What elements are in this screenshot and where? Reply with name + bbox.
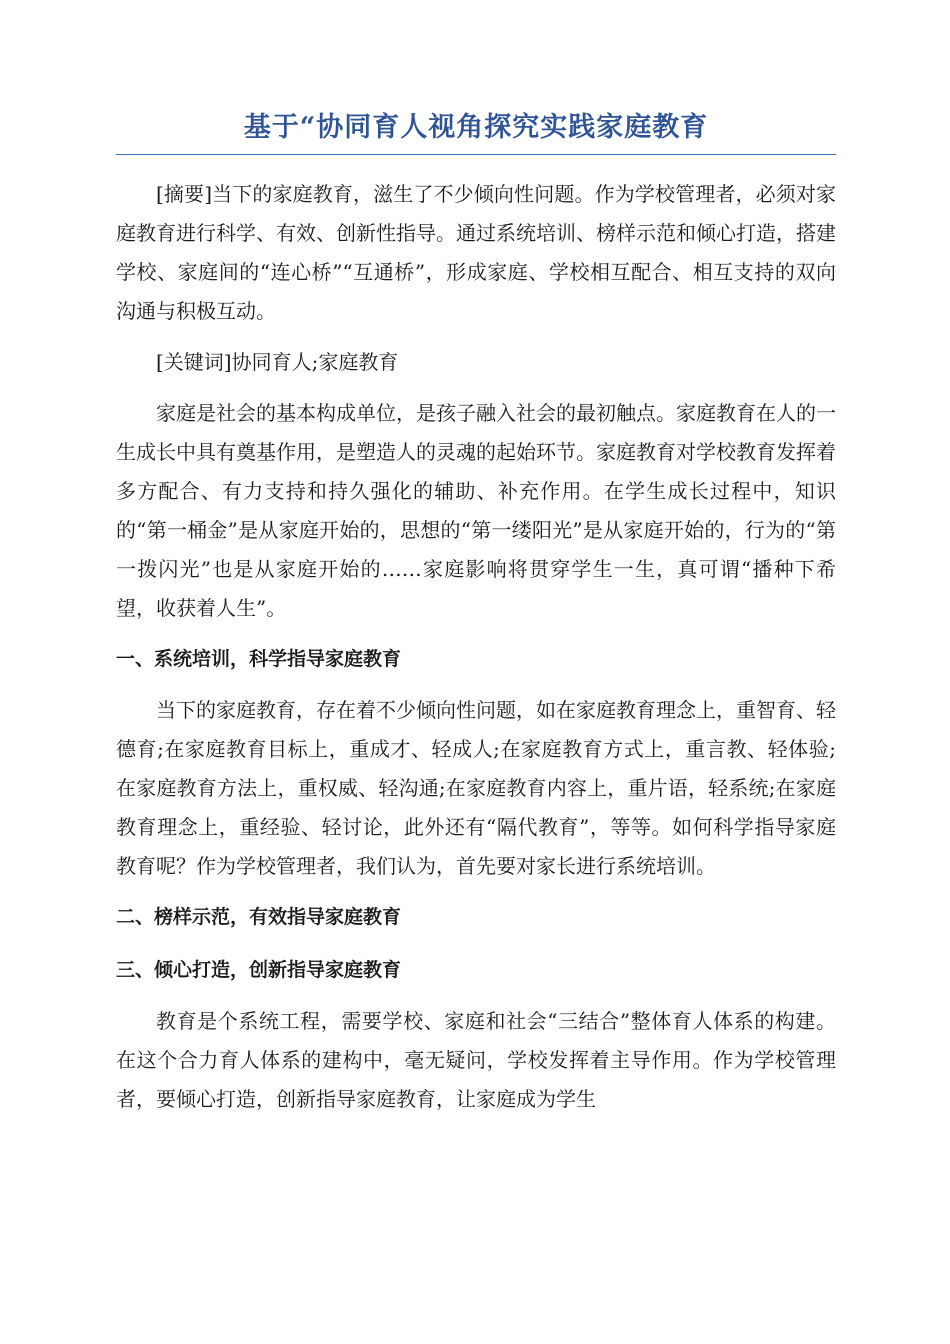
section-1-heading: 一、系统培训，科学指导家庭教育 — [116, 648, 402, 670]
section-1-body: 当下的家庭教育，存在着不少倾向性问题，如在家庭教育理念上，重智育、轻德育;在家庭教育目标上，重成才、轻成人;在家庭教育方式上，重言教、轻体验;在家庭教育方法上，重权威、轻沟通;在家庭教育内容上，重片语，轻系统;在家庭教育理念上，重经验、轻讨论，此外还有“隔代教育”，等等。如何科学指导家庭教育呢？作为学校管理者，我们认为，首先要对家长进行系统培训。 — [116, 698, 836, 878]
intro-paragraph: 家庭是社会的基本构成单位，是孩子融入社会的最初触点。家庭教育在人的一生成长中具有奠基作用，是塑造人的灵魂的起始环节。家庭教育对学校教育发挥着多方配合、有力支持和持久强化的辅助、补充作用。在学生成长过程中，知识的“第一桶金”是从家庭开始的，思想的“第一缕阳光”是从家庭开始的，行为的“第一拨闪光”也是从家庭开始的……家庭影响将贯穿学生一生，真可谓“播种下希望，收获着人生”。 — [116, 401, 836, 620]
document-title: 基于“协同育人视角探究实践家庭教育 — [116, 108, 836, 155]
section-3-heading: 三、倾心打造，创新指导家庭教育 — [116, 959, 402, 981]
section-3-body: 教育是个系统工程，需要学校、家庭和社会“三结合”整体育人体系的构建。在这个合力育人体系的建构中，毫无疑问，学校发挥着主导作用。作为学校管理者，要倾心打造，创新指导家庭教育，让家庭成为学生 — [116, 1009, 836, 1111]
section-2-heading: 二、榜样示范，有效指导家庭教育 — [116, 906, 402, 928]
document-page — [116, 108, 836, 1119]
abstract-paragraph: [摘要]当下的家庭教育，滋生了不少倾向性问题。作为学校管理者，必须对家庭教育进行科学、有效、创新性指导。通过系统培训、榜样示范和倾心打造，搭建学校、家庭间的“连心桥”“互通桥”，形成家庭、学校相互配合、相互支持的双向沟通与积极互动。 — [116, 182, 836, 323]
keywords-paragraph: [关键词]协同育人;家庭教育 — [156, 350, 399, 374]
